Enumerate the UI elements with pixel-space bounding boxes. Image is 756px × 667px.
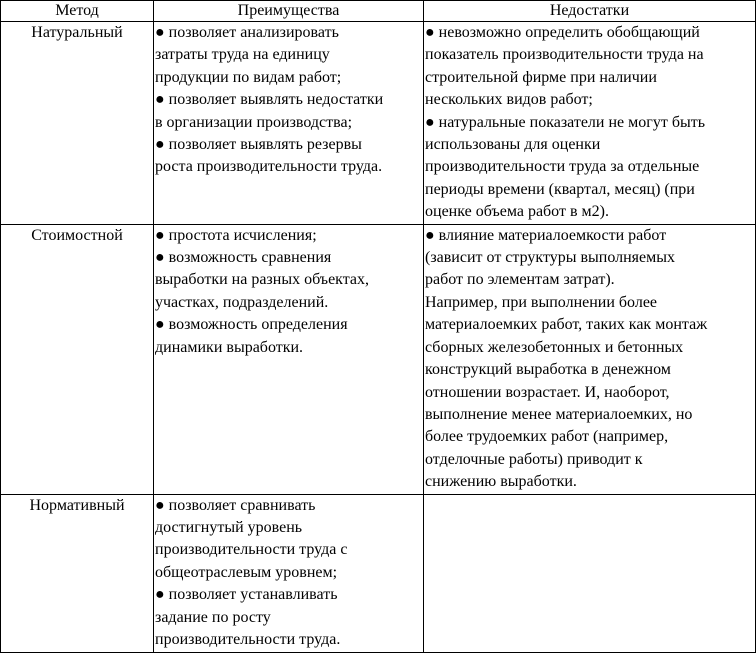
disadvantages-line: материалоемких работ, таких как монтаж [425,316,708,334]
disadvantages-cell-empty [424,494,756,652]
advantages-cell [154,22,424,225]
disadvantages-line: строительной фирме при наличии [425,68,657,86]
advantages-line: ● позволяет выявлять резервы [155,136,362,154]
disadvantages-line: оценке объема работ в м2). [425,203,609,221]
disadvantages-line: конструкций выработка в денежном [425,361,671,379]
advantages-line: динамики выработки. [155,338,304,356]
disadvantages-line: использованы для оценки [425,136,601,154]
advantages-line: участках, подразделений. [155,293,329,311]
method-cell: Стоимостной [1,224,154,494]
advantages-cell [154,494,424,652]
disadvantages-line: показатель производительности труда на [425,46,704,64]
disadvantages-line: нескольких видов работ; [425,91,593,109]
disadvantages-line: производительности труда за отдельные [425,158,700,176]
method-cell: Нормативный [1,494,154,652]
advantages-line: ● позволяет анализировать [155,24,339,41]
disadvantages-line: работ по элементам затрат). [425,271,615,289]
advantages-line: продукции по видам работ; [155,68,342,86]
advantages-line: производительности труда с [155,541,348,559]
header-advantages: Преимущества [154,1,424,22]
advantages-line: задание по росту [155,608,271,626]
disadvantages-line: выполнение менее материалоемких, но [425,405,693,423]
advantages-line: достигнутый уровень [155,519,303,537]
disadvantages-line: снижению выработки. [425,473,577,491]
disadvantages-line: ● натуральные показатели не могут быть [425,113,705,131]
header-disadvantages: Недостатки [424,1,756,22]
disadvantages-cell [424,224,756,494]
disadvantages-line: сборных железобетонных и бетонных [425,338,684,356]
method-cell: Натуральный [1,22,154,225]
table-row-cost [1,224,756,494]
table-row-natural [1,22,756,225]
disadvantages-cell [424,22,756,225]
table-row-normative [1,494,756,652]
table-header-row [1,1,756,22]
disadvantages-line: периоды времени (квартал, месяц) (при [425,180,695,198]
disadvantages-line: отделочные работы) приводит к [425,450,643,468]
advantages-line: ● позволяет сравнивать [155,496,316,514]
advantages-line: ● позволяет устанавливать [155,586,338,604]
disadvantages-line: (зависит от структуры выполняемых [425,249,676,267]
disadvantages-line: более трудоемких работ (например, [425,428,669,446]
advantages-line: выработки на разных объектах, [155,271,370,289]
advantages-line: общеотраслевым уровнем; [155,563,338,581]
advantages-line: производительности труда. [155,631,341,649]
disadvantages-line: ● невозможно определить обобщающий [425,24,700,41]
advantages-line: в организации производства; [155,113,353,131]
advantages-line: ● простота исчисления; [155,226,317,244]
advantages-line: ● возможность сравнения [155,249,332,267]
disadvantages-line: Например, при выполнении более [425,293,658,311]
advantages-cell [154,224,424,494]
disadvantages-line: ● влияние материалоемкости работ [425,226,667,244]
advantages-line: ● позволяет выявлять недостатки [155,91,384,109]
advantages-line: затраты труда на единицу [155,46,330,64]
advantages-line: роста производительности труда. [155,158,383,176]
advantages-line: ● возможность определения [155,316,348,334]
header-method: Метод [1,1,154,22]
disadvantages-line: отношении возрастает. И, наоборот, [425,383,670,401]
